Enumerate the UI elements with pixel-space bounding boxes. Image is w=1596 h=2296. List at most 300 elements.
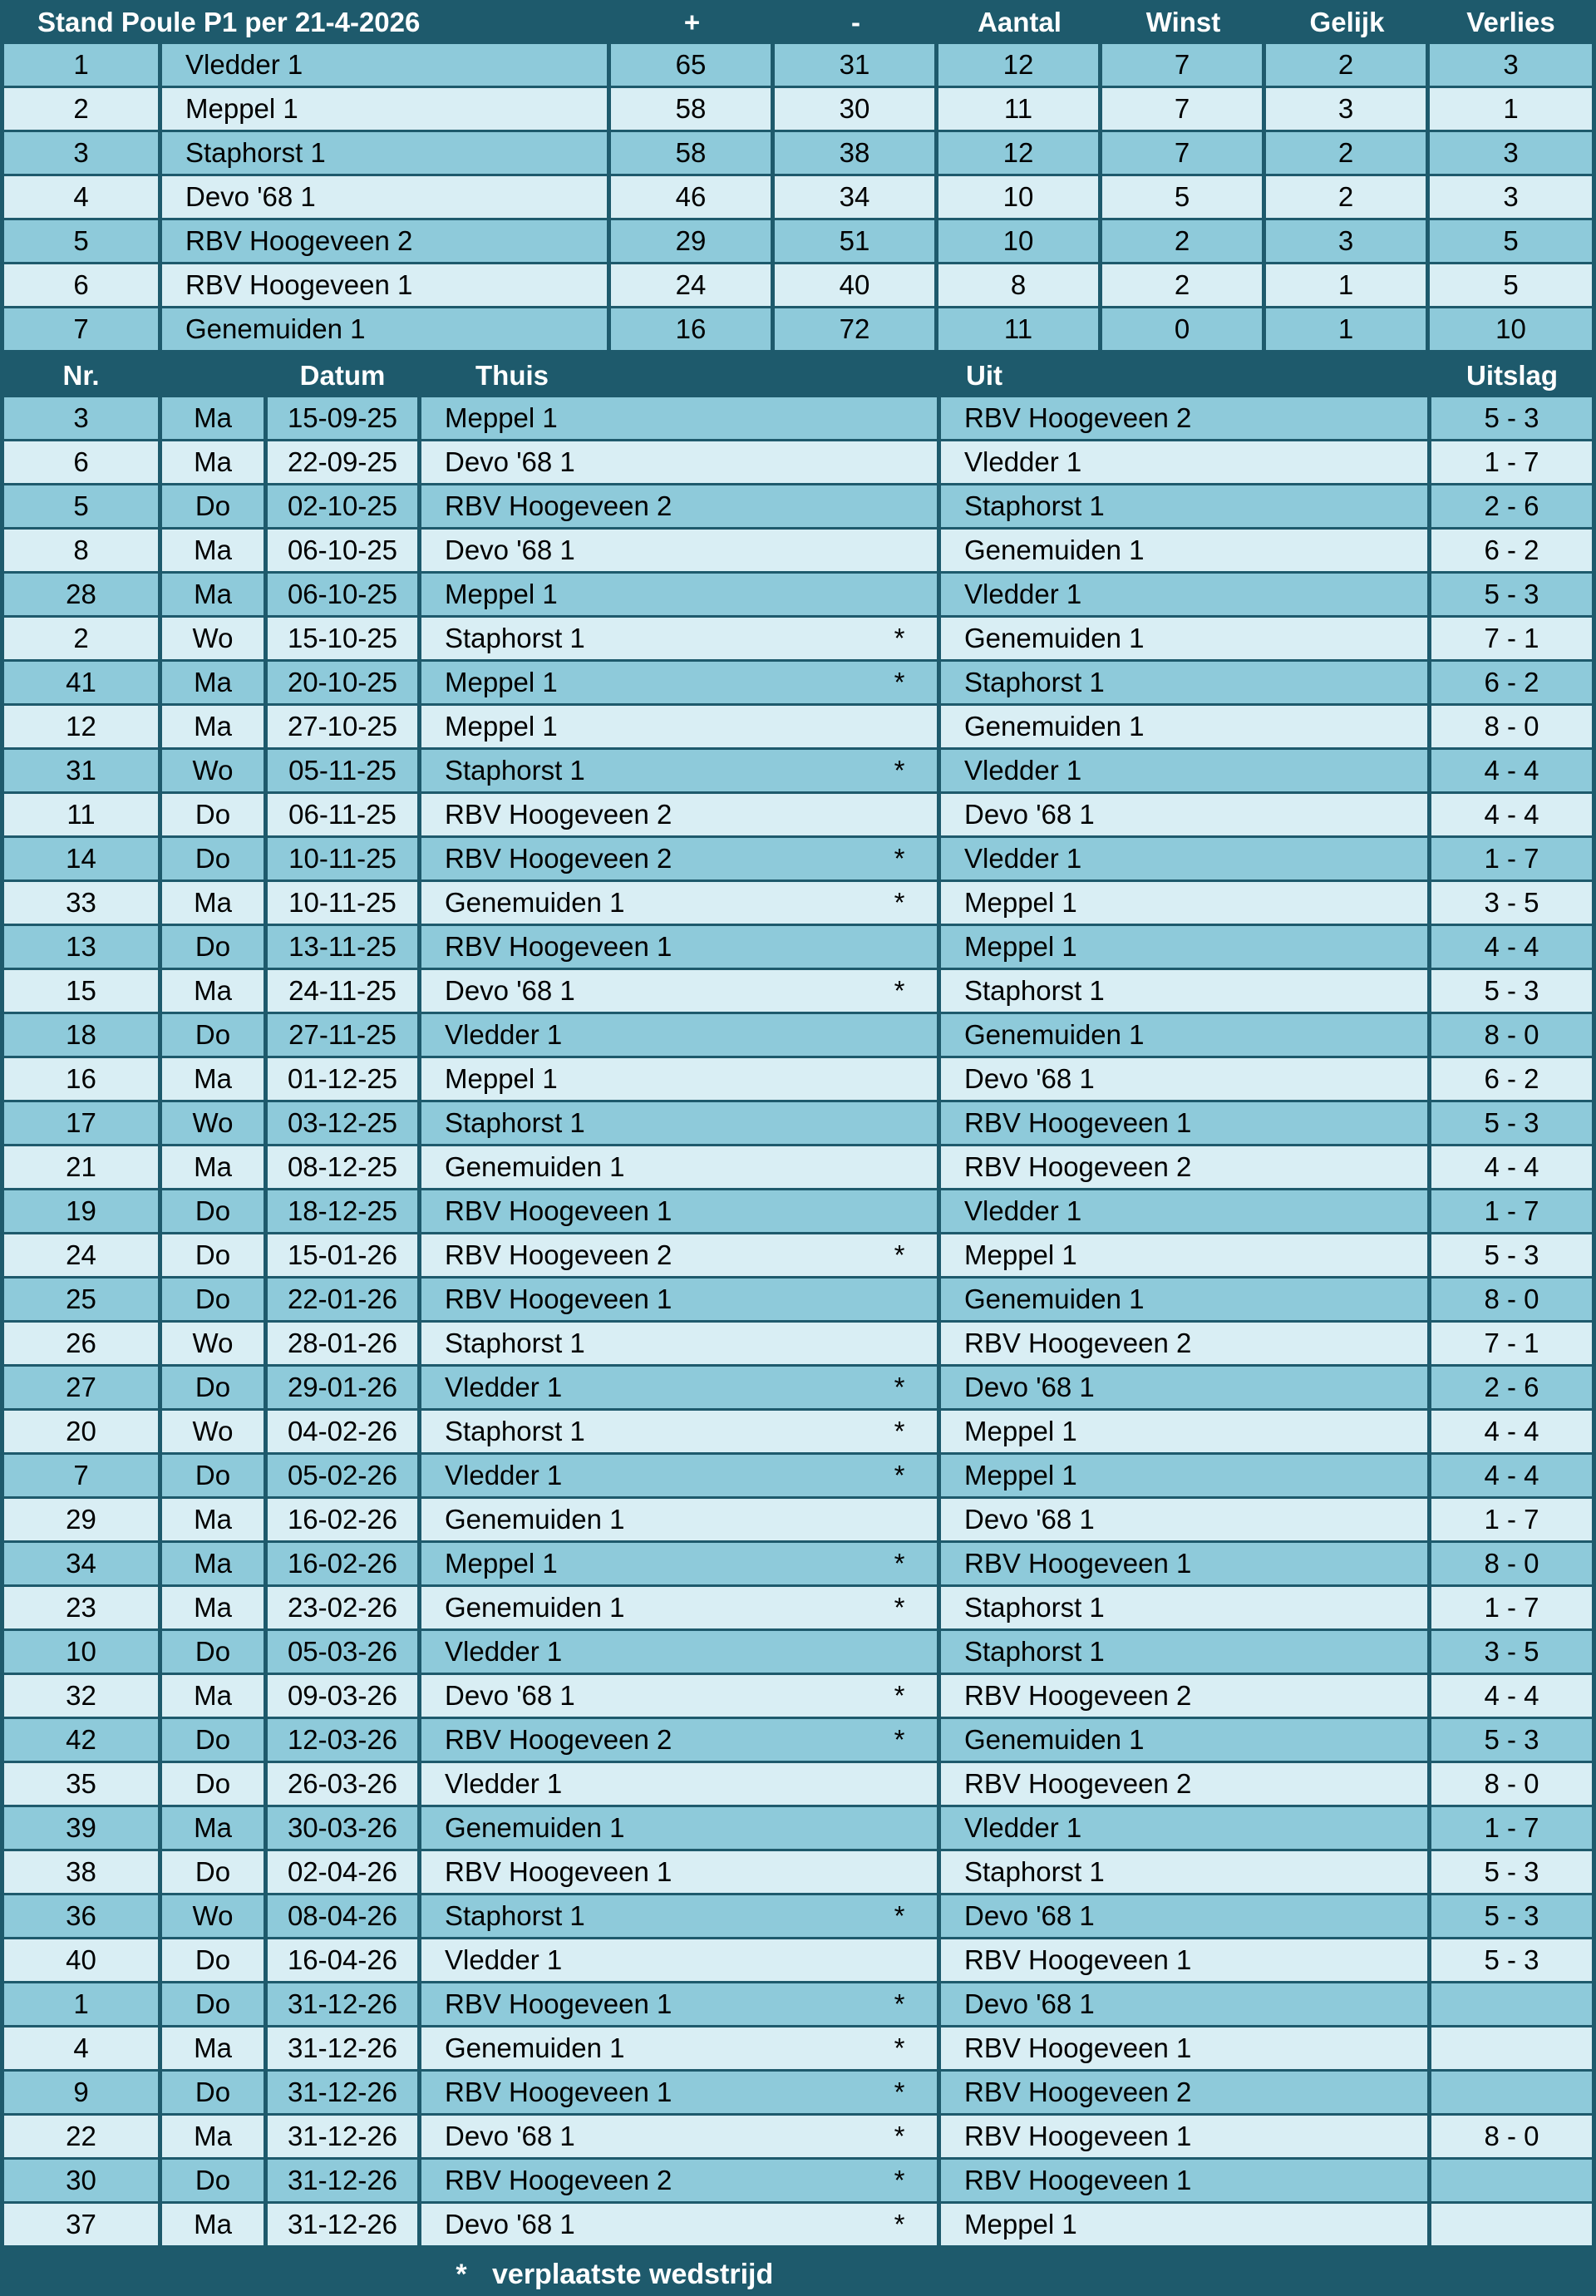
away-team-cell: RBV Hoogeveen 1 xyxy=(941,1543,1427,1584)
away-team-cell: Meppel 1 xyxy=(941,1411,1427,1452)
away-team-cell: Meppel 1 xyxy=(941,2204,1427,2245)
moved-marker: * xyxy=(894,755,905,786)
points-for-cell: 46 xyxy=(611,176,771,218)
weekday-cell: Wo xyxy=(162,1102,264,1144)
losses-cell: 5 xyxy=(1430,220,1592,262)
standings-row xyxy=(0,176,1596,220)
match-number-cell: 3 xyxy=(4,397,158,439)
home-team-cell: RBV Hoogeveen 1 xyxy=(421,1279,937,1320)
moved-marker xyxy=(883,1058,916,1100)
match-row xyxy=(0,1411,1596,1455)
standings-table xyxy=(0,44,1596,352)
away-team-cell: Devo '68 1 xyxy=(941,1895,1427,1937)
away-team-cell: Meppel 1 xyxy=(941,882,1427,924)
date-cell: 16-04-26 xyxy=(268,1939,417,1981)
date-cell: 22-01-26 xyxy=(268,1279,417,1320)
losses-cell: 3 xyxy=(1430,44,1592,86)
result-cell xyxy=(1431,2204,1592,2245)
wins-cell: 2 xyxy=(1102,220,1262,262)
home-team-cell: RBV Hoogeveen 2 xyxy=(421,485,937,527)
date-cell: 29-01-26 xyxy=(268,1367,417,1408)
weekday-cell: Wo xyxy=(162,1411,264,1452)
date-cell: 31-12-26 xyxy=(268,1983,417,2025)
losses-cell: 1 xyxy=(1430,88,1592,130)
standings-row xyxy=(0,132,1596,176)
result-cell: 4 - 4 xyxy=(1431,1455,1592,1496)
away-team-cell: Genemuiden 1 xyxy=(941,706,1427,747)
weekday-cell: Ma xyxy=(162,706,264,747)
weekday-cell: Do xyxy=(162,1763,264,1805)
match-number-cell: 16 xyxy=(4,1058,158,1100)
match-number-cell: 13 xyxy=(4,926,158,968)
points-against-cell: 38 xyxy=(775,132,934,174)
standings-row xyxy=(0,308,1596,352)
match-number-cell: 14 xyxy=(4,838,158,879)
result-cell: 6 - 2 xyxy=(1431,662,1592,703)
result-cell: 7 - 1 xyxy=(1431,618,1592,659)
date-cell: 06-11-25 xyxy=(268,794,417,835)
weekday-cell: Ma xyxy=(162,2116,264,2157)
date-cell: 31-12-26 xyxy=(268,2204,417,2245)
moved-marker xyxy=(883,1190,916,1232)
date-cell: 31-12-26 xyxy=(268,2072,417,2113)
weekday-cell: Ma xyxy=(162,970,264,1012)
weekday-cell: Do xyxy=(162,1719,264,1761)
moved-marker: * xyxy=(894,843,905,874)
weekday-cell: Ma xyxy=(162,1587,264,1628)
moved-marker xyxy=(883,574,916,615)
home-team-cell: Meppel 1 xyxy=(421,1543,937,1584)
date-cell: 13-11-25 xyxy=(268,926,417,968)
position-cell: 3 xyxy=(4,132,158,174)
match-number-cell: 40 xyxy=(4,1939,158,1981)
result-cell xyxy=(1431,2027,1592,2069)
match-number-cell: 42 xyxy=(4,1719,158,1761)
header-played: Aantal xyxy=(978,7,1062,37)
match-row xyxy=(0,530,1596,574)
moved-marker xyxy=(883,1851,916,1893)
date-cell: 20-10-25 xyxy=(268,662,417,703)
match-row xyxy=(0,1939,1596,1983)
schedule-header xyxy=(0,355,1596,397)
weekday-cell: Ma xyxy=(162,441,264,483)
header-plus: + xyxy=(683,7,701,37)
weekday-cell: Do xyxy=(162,794,264,835)
home-team-cell: Devo '68 1 xyxy=(421,530,937,571)
home-team-cell: Genemuiden 1 xyxy=(421,1499,937,1540)
result-cell: 1 - 7 xyxy=(1431,441,1592,483)
draws-cell: 2 xyxy=(1266,132,1426,174)
points-against-cell: 30 xyxy=(775,88,934,130)
match-row xyxy=(0,2160,1596,2204)
moved-marker: * xyxy=(894,1988,905,2019)
match-number-cell: 2 xyxy=(4,618,158,659)
match-number-cell: 27 xyxy=(4,1367,158,1408)
match-row xyxy=(0,1234,1596,1279)
position-cell: 7 xyxy=(4,308,158,350)
team-cell: Meppel 1 xyxy=(162,88,607,130)
home-team-cell: Devo '68 1 xyxy=(421,2204,937,2245)
result-cell: 1 - 7 xyxy=(1431,1499,1592,1540)
played-cell: 8 xyxy=(938,264,1098,306)
match-number-cell: 35 xyxy=(4,1763,158,1805)
match-row xyxy=(0,662,1596,706)
away-team-cell: RBV Hoogeveen 2 xyxy=(941,2072,1427,2113)
weekday-cell: Ma xyxy=(162,882,264,924)
losses-cell: 10 xyxy=(1430,308,1592,350)
home-team-cell: RBV Hoogeveen 1 xyxy=(421,1851,937,1893)
team-cell: Vledder 1 xyxy=(162,44,607,86)
match-row xyxy=(0,1851,1596,1895)
match-row xyxy=(0,397,1596,441)
moved-marker xyxy=(883,706,916,747)
match-row xyxy=(0,706,1596,750)
footer-note xyxy=(0,2254,1596,2295)
match-row xyxy=(0,882,1596,926)
weekday-cell: Ma xyxy=(162,1499,264,1540)
played-cell: 11 xyxy=(938,308,1098,350)
draws-cell: 3 xyxy=(1266,220,1426,262)
result-cell: 2 - 6 xyxy=(1431,485,1592,527)
date-cell: 01-12-25 xyxy=(268,1058,417,1100)
position-cell: 5 xyxy=(4,220,158,262)
home-team-cell: RBV Hoogeveen 1 xyxy=(421,2072,937,2113)
away-team-cell: RBV Hoogeveen 1 xyxy=(941,2116,1427,2157)
match-number-cell: 33 xyxy=(4,882,158,924)
match-row xyxy=(0,1146,1596,1190)
home-team-cell: Vledder 1 xyxy=(421,1763,937,1805)
position-cell: 4 xyxy=(4,176,158,218)
match-number-cell: 1 xyxy=(4,1983,158,2025)
home-team-cell: Meppel 1 xyxy=(421,574,937,615)
away-team-cell: RBV Hoogeveen 2 xyxy=(941,1323,1427,1364)
weekday-cell: Wo xyxy=(162,1895,264,1937)
played-cell: 11 xyxy=(938,88,1098,130)
weekday-cell: Do xyxy=(162,1190,264,1232)
result-cell: 8 - 0 xyxy=(1431,1543,1592,1584)
moved-marker xyxy=(883,1807,916,1849)
result-cell: 6 - 2 xyxy=(1431,1058,1592,1100)
match-number-cell: 15 xyxy=(4,970,158,1012)
moved-marker xyxy=(883,1631,916,1673)
home-team-cell: Vledder 1 xyxy=(421,1455,937,1496)
date-cell: 10-11-25 xyxy=(268,882,417,924)
date-cell: 05-11-25 xyxy=(268,750,417,791)
date-cell: 08-04-26 xyxy=(268,1895,417,1937)
date-cell: 15-09-25 xyxy=(268,397,417,439)
match-number-cell: 9 xyxy=(4,2072,158,2113)
moved-marker: * xyxy=(894,667,905,697)
result-cell: 5 - 3 xyxy=(1431,397,1592,439)
result-cell: 5 - 3 xyxy=(1431,1851,1592,1893)
result-cell: 5 - 3 xyxy=(1431,1719,1592,1761)
result-cell: 2 - 6 xyxy=(1431,1367,1592,1408)
moved-marker xyxy=(883,1323,916,1364)
date-cell: 26-03-26 xyxy=(268,1763,417,1805)
match-row xyxy=(0,750,1596,794)
away-team-cell: Genemuiden 1 xyxy=(941,530,1427,571)
date-cell: 22-09-25 xyxy=(268,441,417,483)
match-number-cell: 28 xyxy=(4,574,158,615)
date-cell: 02-10-25 xyxy=(268,485,417,527)
away-team-cell: Vledder 1 xyxy=(941,574,1427,615)
weekday-cell: Do xyxy=(162,838,264,879)
moved-marker xyxy=(883,1939,916,1981)
header-wins: Winst xyxy=(1145,7,1221,37)
match-row xyxy=(0,1983,1596,2027)
weekday-cell: Do xyxy=(162,1631,264,1673)
date-cell: 08-12-25 xyxy=(268,1146,417,1188)
draws-cell: 1 xyxy=(1266,264,1426,306)
weekday-cell: Do xyxy=(162,1455,264,1496)
moved-marker: * xyxy=(894,2032,905,2063)
moved-marker: * xyxy=(894,1372,905,1402)
date-cell: 16-02-26 xyxy=(268,1499,417,1540)
wins-cell: 7 xyxy=(1102,44,1262,86)
losses-cell: 3 xyxy=(1430,176,1592,218)
away-team-cell: RBV Hoogeveen 1 xyxy=(941,1939,1427,1981)
home-team-cell: RBV Hoogeveen 1 xyxy=(421,1983,937,2025)
moved-marker xyxy=(883,926,916,968)
points-against-cell: 34 xyxy=(775,176,934,218)
team-cell: Genemuiden 1 xyxy=(162,308,607,350)
points-for-cell: 58 xyxy=(611,88,771,130)
away-team-cell: RBV Hoogeveen 2 xyxy=(941,397,1427,439)
date-cell: 31-12-26 xyxy=(268,2116,417,2157)
header-nr: Nr. xyxy=(62,360,100,391)
match-row xyxy=(0,1367,1596,1411)
moved-marker: * xyxy=(894,623,905,653)
away-team-cell: Vledder 1 xyxy=(941,750,1427,791)
moved-match-note: verplaatste wedstrijd xyxy=(492,2259,774,2290)
points-against-cell: 72 xyxy=(775,308,934,350)
away-team-cell: Vledder 1 xyxy=(941,838,1427,879)
weekday-cell: Do xyxy=(162,1939,264,1981)
home-team-cell: Staphorst 1 xyxy=(421,1411,937,1452)
header-minus: - xyxy=(851,7,860,37)
position-cell: 1 xyxy=(4,44,158,86)
match-row xyxy=(0,1102,1596,1146)
points-for-cell: 65 xyxy=(611,44,771,86)
match-row xyxy=(0,1719,1596,1763)
date-cell: 31-12-26 xyxy=(268,2160,417,2201)
home-team-cell: Staphorst 1 xyxy=(421,750,937,791)
result-cell: 1 - 7 xyxy=(1431,1807,1592,1849)
match-number-cell: 26 xyxy=(4,1323,158,1364)
match-number-cell: 10 xyxy=(4,1631,158,1673)
match-number-cell: 4 xyxy=(4,2027,158,2069)
position-cell: 2 xyxy=(4,88,158,130)
away-team-cell: Meppel 1 xyxy=(941,1455,1427,1496)
date-cell: 06-10-25 xyxy=(268,530,417,571)
match-number-cell: 22 xyxy=(4,2116,158,2157)
moved-marker: * xyxy=(894,887,905,918)
match-row xyxy=(0,1058,1596,1102)
match-number-cell: 36 xyxy=(4,1895,158,1937)
home-team-cell: Vledder 1 xyxy=(421,1014,937,1056)
moved-marker: * xyxy=(894,1680,905,1711)
match-number-cell: 29 xyxy=(4,1499,158,1540)
moved-marker: * xyxy=(894,2209,905,2239)
away-team-cell: RBV Hoogeveen 1 xyxy=(941,2160,1427,2201)
home-team-cell: Staphorst 1 xyxy=(421,1102,937,1144)
moved-marker: * xyxy=(894,1592,905,1623)
weekday-cell: Do xyxy=(162,1851,264,1893)
result-cell: 8 - 0 xyxy=(1431,1014,1592,1056)
away-team-cell: Genemuiden 1 xyxy=(941,618,1427,659)
points-for-cell: 58 xyxy=(611,132,771,174)
date-cell: 05-02-26 xyxy=(268,1455,417,1496)
position-cell: 6 xyxy=(4,264,158,306)
away-team-cell: Devo '68 1 xyxy=(941,794,1427,835)
away-team-cell: RBV Hoogeveen 1 xyxy=(941,1102,1427,1144)
date-cell: 05-03-26 xyxy=(268,1631,417,1673)
match-row xyxy=(0,1323,1596,1367)
match-number-cell: 21 xyxy=(4,1146,158,1188)
moved-marker: * xyxy=(894,1548,905,1579)
away-team-cell: Meppel 1 xyxy=(941,926,1427,968)
draws-cell: 2 xyxy=(1266,44,1426,86)
match-row xyxy=(0,574,1596,618)
away-team-cell: Devo '68 1 xyxy=(941,1983,1427,2025)
result-cell: 5 - 3 xyxy=(1431,574,1592,615)
points-against-cell: 40 xyxy=(775,264,934,306)
result-cell: 1 - 7 xyxy=(1431,838,1592,879)
points-for-cell: 24 xyxy=(611,264,771,306)
match-row xyxy=(0,618,1596,662)
date-cell: 31-12-26 xyxy=(268,2027,417,2069)
moved-marker: * xyxy=(894,2121,905,2151)
result-cell: 5 - 3 xyxy=(1431,970,1592,1012)
home-team-cell: Genemuiden 1 xyxy=(421,1587,937,1628)
match-row xyxy=(0,485,1596,530)
moved-marker: * xyxy=(894,2165,905,2195)
away-team-cell: Staphorst 1 xyxy=(941,1851,1427,1893)
weekday-cell: Do xyxy=(162,926,264,968)
result-cell: 4 - 4 xyxy=(1431,926,1592,968)
away-team-cell: Staphorst 1 xyxy=(941,662,1427,703)
wins-cell: 7 xyxy=(1102,88,1262,130)
away-team-cell: RBV Hoogeveen 2 xyxy=(941,1763,1427,1805)
result-cell: 4 - 4 xyxy=(1431,1675,1592,1717)
team-cell: RBV Hoogeveen 1 xyxy=(162,264,607,306)
match-number-cell: 23 xyxy=(4,1587,158,1628)
home-team-cell: Genemuiden 1 xyxy=(421,1146,937,1188)
result-cell xyxy=(1431,2160,1592,2201)
standings-title: Stand Poule P1 per 21-4-2026 xyxy=(37,7,421,37)
moved-marker: * xyxy=(894,1416,905,1446)
match-row xyxy=(0,1675,1596,1719)
date-cell: 30-03-26 xyxy=(268,1807,417,1849)
moved-marker: * xyxy=(894,1900,905,1931)
match-row xyxy=(0,1631,1596,1675)
date-cell: 04-02-26 xyxy=(268,1411,417,1452)
weekday-cell: Ma xyxy=(162,2027,264,2069)
date-cell: 10-11-25 xyxy=(268,838,417,879)
home-team-cell: Meppel 1 xyxy=(421,706,937,747)
match-row xyxy=(0,1455,1596,1499)
match-number-cell: 32 xyxy=(4,1675,158,1717)
home-team-cell: Vledder 1 xyxy=(421,1939,937,1981)
moved-marker xyxy=(883,1279,916,1320)
weekday-cell: Do xyxy=(162,485,264,527)
played-cell: 12 xyxy=(938,44,1098,86)
moved-marker: * xyxy=(894,1460,905,1490)
match-number-cell: 41 xyxy=(4,662,158,703)
moved-marker xyxy=(883,485,916,527)
date-cell: 15-10-25 xyxy=(268,618,417,659)
weekday-cell: Ma xyxy=(162,1146,264,1188)
match-number-cell: 5 xyxy=(4,485,158,527)
match-row xyxy=(0,838,1596,882)
losses-cell: 5 xyxy=(1430,264,1592,306)
played-cell: 12 xyxy=(938,132,1098,174)
match-number-cell: 6 xyxy=(4,441,158,483)
home-team-cell: Devo '68 1 xyxy=(421,2116,937,2157)
date-cell: 09-03-26 xyxy=(268,1675,417,1717)
weekday-cell: Do xyxy=(162,1367,264,1408)
match-row xyxy=(0,1499,1596,1543)
home-team-cell: Genemuiden 1 xyxy=(421,882,937,924)
result-cell: 3 - 5 xyxy=(1431,882,1592,924)
moved-marker xyxy=(883,1014,916,1056)
weekday-cell: Ma xyxy=(162,397,264,439)
home-team-cell: RBV Hoogeveen 2 xyxy=(421,1719,937,1761)
match-number-cell: 30 xyxy=(4,2160,158,2201)
moved-marker xyxy=(883,530,916,571)
points-against-cell: 51 xyxy=(775,220,934,262)
date-cell: 27-11-25 xyxy=(268,1014,417,1056)
home-team-cell: Devo '68 1 xyxy=(421,970,937,1012)
header-losses: Verlies xyxy=(1466,7,1555,37)
header-home: Thuis xyxy=(475,360,549,391)
date-cell: 23-02-26 xyxy=(268,1587,417,1628)
result-cell: 8 - 0 xyxy=(1431,2116,1592,2157)
header-away: Uit xyxy=(966,360,1002,391)
result-cell: 5 - 3 xyxy=(1431,1939,1592,1981)
away-team-cell: Devo '68 1 xyxy=(941,1367,1427,1408)
played-cell: 10 xyxy=(938,220,1098,262)
standings-row xyxy=(0,88,1596,132)
away-team-cell: Vledder 1 xyxy=(941,1190,1427,1232)
match-row xyxy=(0,1543,1596,1587)
result-cell: 5 - 3 xyxy=(1431,1234,1592,1276)
match-row xyxy=(0,2027,1596,2072)
draws-cell: 1 xyxy=(1266,308,1426,350)
schedule-table xyxy=(0,397,1596,2248)
weekday-cell: Do xyxy=(162,1234,264,1276)
away-team-cell: Staphorst 1 xyxy=(941,485,1427,527)
result-cell: 8 - 0 xyxy=(1431,1279,1592,1320)
result-cell: 5 - 3 xyxy=(1431,1895,1592,1937)
weekday-cell: Do xyxy=(162,1279,264,1320)
team-cell: RBV Hoogeveen 2 xyxy=(162,220,607,262)
away-team-cell: Vledder 1 xyxy=(941,441,1427,483)
match-number-cell: 12 xyxy=(4,706,158,747)
weekday-cell: Ma xyxy=(162,1675,264,1717)
away-team-cell: RBV Hoogeveen 1 xyxy=(941,2027,1427,2069)
header-result: Uitslag xyxy=(1465,360,1559,391)
points-for-cell: 29 xyxy=(611,220,771,262)
standings-row xyxy=(0,44,1596,88)
weekday-cell: Do xyxy=(162,2160,264,2201)
weekday-cell: Ma xyxy=(162,2204,264,2245)
result-cell: 3 - 5 xyxy=(1431,1631,1592,1673)
away-team-cell: Vledder 1 xyxy=(941,1807,1427,1849)
weekday-cell: Do xyxy=(162,1983,264,2025)
result-cell xyxy=(1431,2072,1592,2113)
match-number-cell: 34 xyxy=(4,1543,158,1584)
